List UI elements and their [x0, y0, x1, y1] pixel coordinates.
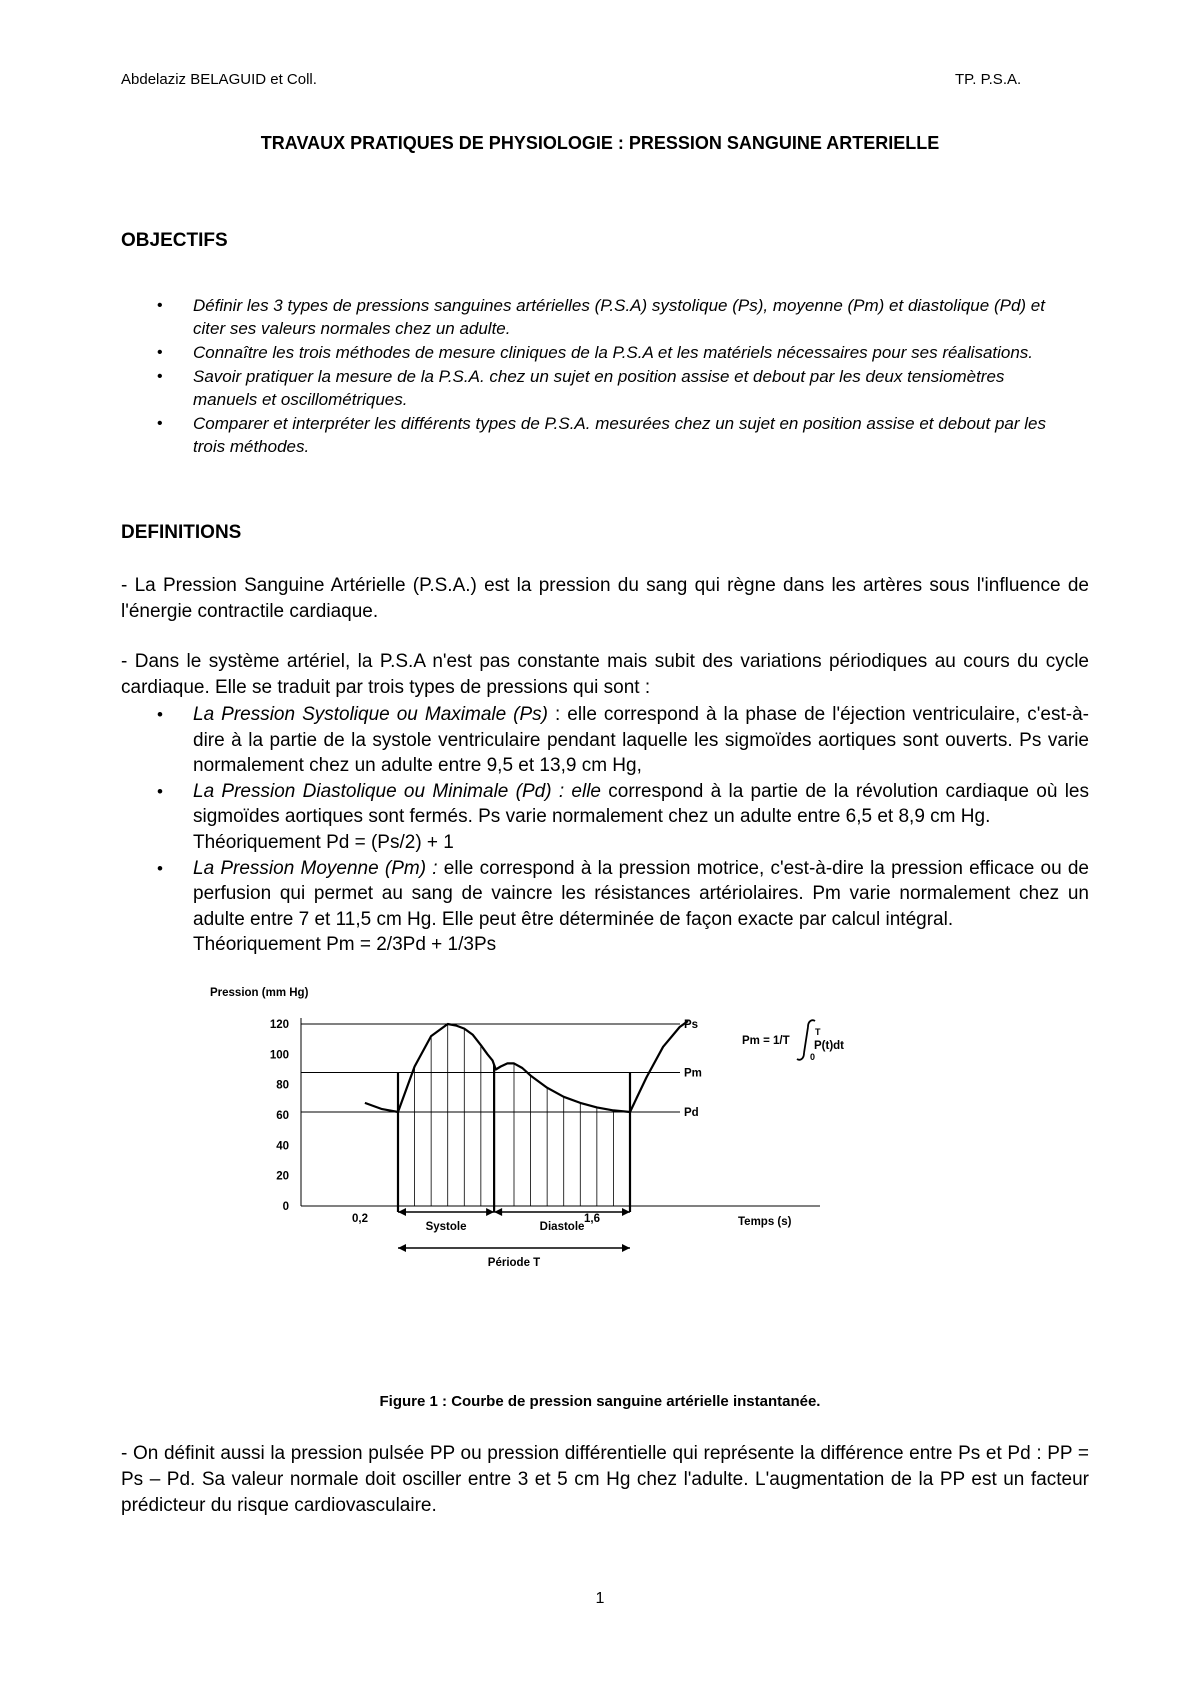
- page-title: TRAVAUX PRATIQUES DE PHYSIOLOGIE : PRESSION SANGUINE ARTERIELLE: [260, 133, 940, 153]
- objective-item: • Savoir pratiquer la mesure de la P.S.A. chez un sujet en position assise et debout par les deux tensiomètres manuels et oscillométriques.: [121, 365, 1071, 411]
- period-arrow-head-left: [398, 1244, 406, 1252]
- diastole-arrow-head-right: [622, 1208, 630, 1216]
- definitions-heading: DEFINITIONS: [121, 522, 242, 543]
- objectives-list: [121, 294, 1071, 459]
- reference-label-ps: Ps: [684, 1019, 699, 1031]
- y-tick-label: 20: [276, 1170, 289, 1183]
- period-label: Période T: [487, 1257, 541, 1269]
- definition-paragraph-2: - Dans le système artériel, la P.S.A n'est pas constante mais subit des variations périodiques au cours du cycle cardiaque. Elle se traduit par trois types de pressions qui sont :: [121, 651, 1089, 698]
- y-tick-label: 80: [276, 1079, 289, 1092]
- pressure-type-diastolic: [121, 779, 1089, 856]
- diastole-arrow-head-left: [494, 1208, 502, 1216]
- header-author: Abdelaziz BELAGUID et Coll.: [121, 71, 317, 88]
- pressure-term: La Pression Moyenne (Pm) :: [193, 857, 438, 879]
- systole-label: Systole: [425, 1221, 467, 1233]
- systole-arrow-head-right: [486, 1208, 494, 1216]
- pressure-formula: Théoriquement Pd = (Ps/2) + 1: [193, 831, 454, 853]
- pressure-description: : elle correspond à la phase de l'éjection ventriculaire, c'est-à-dire à la partie de la systole ventriculaire pendant laquelle les sigmoïdes aortiques sont ouverts. Ps varie normalement chez un adulte entre 9,5 et 13,9 cm Hg,: [193, 704, 1089, 777]
- objectives-heading: OBJECTIFS: [121, 230, 228, 251]
- pressure-description: elle correspond à la pression motrice, c'est-à-dire la pression efficace ou de perfusion qui permet au sang de vaincre les résistances artériolaires. Pm varie normalement chez un adulte entre 7 et 11,5 cm Hg. Elle peut être déterminée de façon exacte par calcul intégral.: [193, 857, 1089, 930]
- period-arrow-head-right: [622, 1244, 630, 1252]
- definition-paragraph-1: - La Pression Sanguine Artérielle (P.S.A.) est la pression du sang qui règne dans les artères sous l'influence de l'énergie contractile cardiaque.: [121, 575, 1089, 622]
- objective-item: • Comparer et interpréter les différents types de P.S.A. mesurées chez un sujet en position assise et debout par les trois méthodes.: [121, 412, 1071, 458]
- pressure-curve: [365, 1021, 688, 1112]
- reference-label-pm: Pm: [684, 1067, 702, 1080]
- systole-arrow-head-left: [398, 1208, 406, 1216]
- formula-lower-bound: 0: [810, 1052, 816, 1062]
- diastole-label: Diastole: [539, 1221, 585, 1233]
- objective-item: • Connaître les trois méthodes de mesure cliniques de la P.S.A et les matériels nécessaires pour ses réalisations.: [121, 341, 1071, 364]
- y-axis-label: Pression (mm Hg): [210, 987, 309, 999]
- objective-item: • Définir les 3 types de pressions sanguines artérielles (P.S.A) systolique (Ps), moyenne (Pm) et diastolique (Pd) et citer ses valeurs normales chez un adulte.: [121, 294, 1071, 340]
- reference-label-pd: Pd: [684, 1106, 699, 1119]
- pressure-type-systolic: [121, 702, 1089, 779]
- pressure-term: La Pression Systolique ou Maximale (Ps): [193, 704, 549, 725]
- pressure-formula: Théoriquement Pm = 2/3Pd + 1/3Ps: [193, 934, 497, 956]
- y-tick-label: 120: [269, 1019, 289, 1031]
- figure-caption: Figure 1 : Courbe de pression sanguine artérielle instantanée.: [379, 1393, 821, 1410]
- definition-paragraph-3: - On définit aussi la pression pulsée PP ou pression différentielle qui représente la différence entre Ps et Pd : PP = Ps – Pd. Sa valeur normale doit osciller entre 3 et 5 cm Hg chez l'adulte. L'augmentation de la PP est un facteur prédicteur du risque cardiovasculaire.: [121, 1443, 1089, 1516]
- pressure-types-list: [121, 702, 1089, 958]
- x-tick-label: 0,2: [352, 1213, 368, 1225]
- pressure-type-mean: [121, 856, 1089, 958]
- header-course: TP. P.S.A.: [955, 71, 1022, 88]
- formula-lhs: Pm = 1/T: [742, 1035, 790, 1047]
- pressure-chart: [200, 975, 940, 1275]
- x-tick-label: 1,6: [584, 1213, 600, 1225]
- x-axis-label: Temps (s): [738, 1216, 792, 1228]
- formula-upper-bound: T: [815, 1027, 821, 1037]
- y-tick-label: 60: [276, 1110, 289, 1122]
- page-number: 1: [595, 1590, 605, 1607]
- formula-integrand: P(t)dt: [814, 1040, 845, 1052]
- y-tick-label: 0: [282, 1201, 289, 1213]
- y-tick-label: 40: [276, 1140, 289, 1153]
- pressure-description: correspond à la partie de la révolution cardiaque où les sigmoïdes aortiques sont fermés. Ps varie normalement chez un adulte entre 6,5 et 8,9 cm Hg.: [193, 780, 1089, 828]
- pressure-term: La Pression Diastolique ou Minimale (Pd) : elle: [193, 780, 601, 802]
- y-tick-label: 100: [269, 1049, 289, 1062]
